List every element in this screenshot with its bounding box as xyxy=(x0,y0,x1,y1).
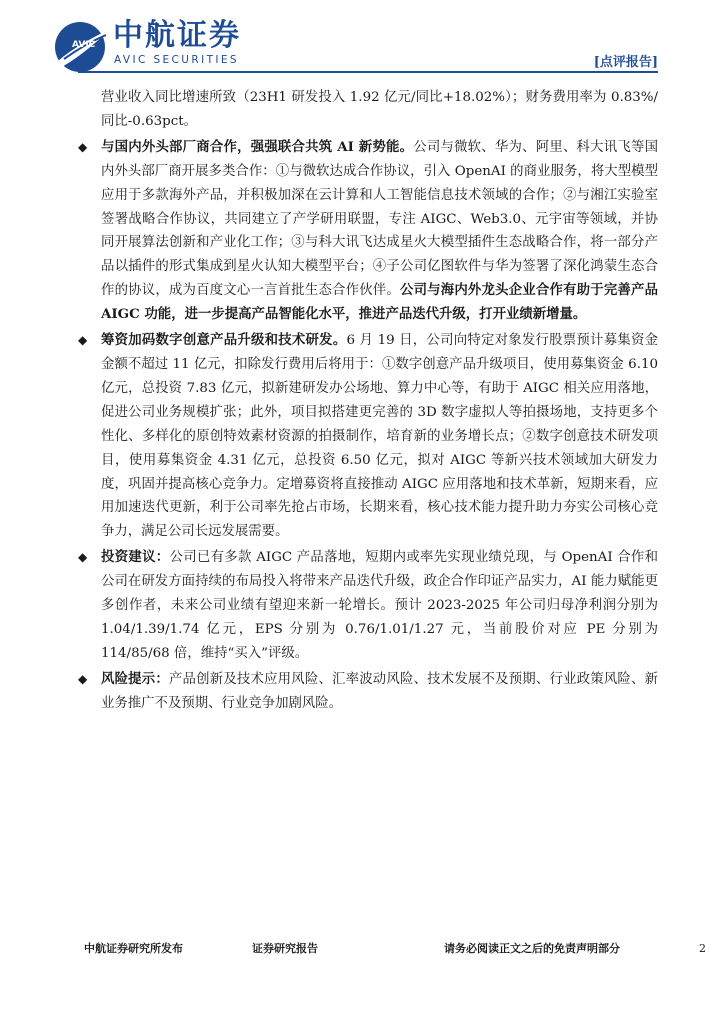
diamond-bullet-icon: ◆ xyxy=(78,550,88,565)
bullet-fundraising xyxy=(78,329,658,544)
bullet-lead: 与国内外头部厂商合作，强强联合共筑 AI 新势能。 xyxy=(101,138,414,155)
bullet-risk-warning xyxy=(78,668,658,716)
bullet-tail: 公司与海内外龙头企业合作有助于完善产品 AIGC 功能，进一步提高产品智能化水平，推进产品迭代升级，打开业绩新增量。 xyxy=(101,282,658,323)
header-divider xyxy=(78,71,658,73)
bullet-partnerships xyxy=(78,136,658,327)
diamond-bullet-icon: ◆ xyxy=(78,333,88,348)
bullet-lead: 风险提示： xyxy=(101,670,169,687)
page-header xyxy=(0,0,724,80)
page-footer xyxy=(0,930,724,960)
diamond-bullet-icon: ◆ xyxy=(78,671,88,686)
footer-disclaimer-note: 请务必阅读正文之后的免责声明部分 xyxy=(444,942,620,955)
brand-name-cn: 中航证券 xyxy=(113,18,241,53)
bullet-lead: 投资建议： xyxy=(101,549,170,566)
bullet-lead: 筹资加码数字创意产品升级和技术研发。 xyxy=(101,332,347,349)
footer-report-type: 证券研究报告 xyxy=(252,942,318,955)
report-type-label: [点评报告] xyxy=(593,55,658,70)
diamond-bullet-icon: ◆ xyxy=(78,139,88,154)
report-body xyxy=(78,86,658,716)
bullet-body: 公司已有多款 AIGC 产品落地，短期内或率先实现业绩兑现，与 OpenAI 合作和公司在研发方面持续的布局投入将带来产品迭代升级，政企合作印证产品实力，AI 能力赋能更多创作者，未来公司业绩有望迎来新一轮增长。预计 2023-2025 年公司归母净利润分别为 1.04/1.39/1.74 亿元，EPS 分别为 0.76/1.01/1.27 元，当前股价对应 PE 分别为 114/85/68 倍，维持“买入”评级。 xyxy=(101,550,658,661)
footer-publisher: 中航证券研究所发布 xyxy=(84,942,183,955)
continued-paragraph xyxy=(78,86,658,134)
logo-text: AVIC xyxy=(72,40,96,50)
avic-logo-icon xyxy=(52,17,112,77)
page-number: 2 xyxy=(699,942,706,955)
bullet-body: 公司与微软、华为、阿里、科大讯飞等国内外头部厂商开展多类合作：①与微软达成合作协议，引入 OpenAI 的商业服务，将大型模型应用于多款海外产品，并积极加深在云计算和人工智能信息技术领域的合作；②与湘江实验室签署战略合作协议，共同建立了产学研用联盟，专注 AIGC、Web3.0、元宇宙等领域，并协同开展算法创新和产业化工作；③与科大讯飞达成星火大模型插件生态战略合作，将一部分产品以插件的形式集成到星火认知大模型平台；④子公司亿图软件与华为签署了深化鸿蒙生态合作的协议，成为百度文心一言首批生态合作伙伴。 xyxy=(101,139,658,299)
bullet-body: 6 月 19 日，公司向特定对象发行股票预计募集资金金额不超过 11 亿元，扣除发行费用后将用于：①数字创意产品升级项目，使用募集资金 6.10 亿元，总投资 7.83 亿元，拟新建研发办公场地、算力中心等，有助于 AIGC 相关应用落地，促进公司业务规模扩张；此外，项目拟搭建更完善的 3D 数字虚拟人等拍摄场地，支持更多个性化、多样化的原创特效素材资源的拍摄制作，培育新的业务增长点；②数字创意技术研发项目，使用募集资金 4.31 亿元，总投资 6.50 亿元，拟对 AIGC 等新兴技术领域加大研发力度，巩固并提高核心竞争力。定增募资将直接推动 AIGC 应用落地和技术革新，短期来看，应用加速迭代更新，利于公司率先抢占市场，长期来看，核心技术能力提升助力夯实公司核心竞争力，满足公司长远发展需要。 xyxy=(101,333,658,540)
brand-name-en: AVIC SECURITIES xyxy=(114,54,239,66)
paragraph-text: 营业收入同比增速所致（23H1 研发投入 1.92 亿元/同比+18.02%）；财务费用率为 0.83%/同比-0.63pct。 xyxy=(101,90,658,129)
bullet-investment-advice xyxy=(78,546,658,666)
bullet-body: 产品创新及技术应用风险、汇率波动风险、技术发展不及预期、行业政策风险、新业务推广不及预期、行业竞争加剧风险。 xyxy=(101,671,658,711)
